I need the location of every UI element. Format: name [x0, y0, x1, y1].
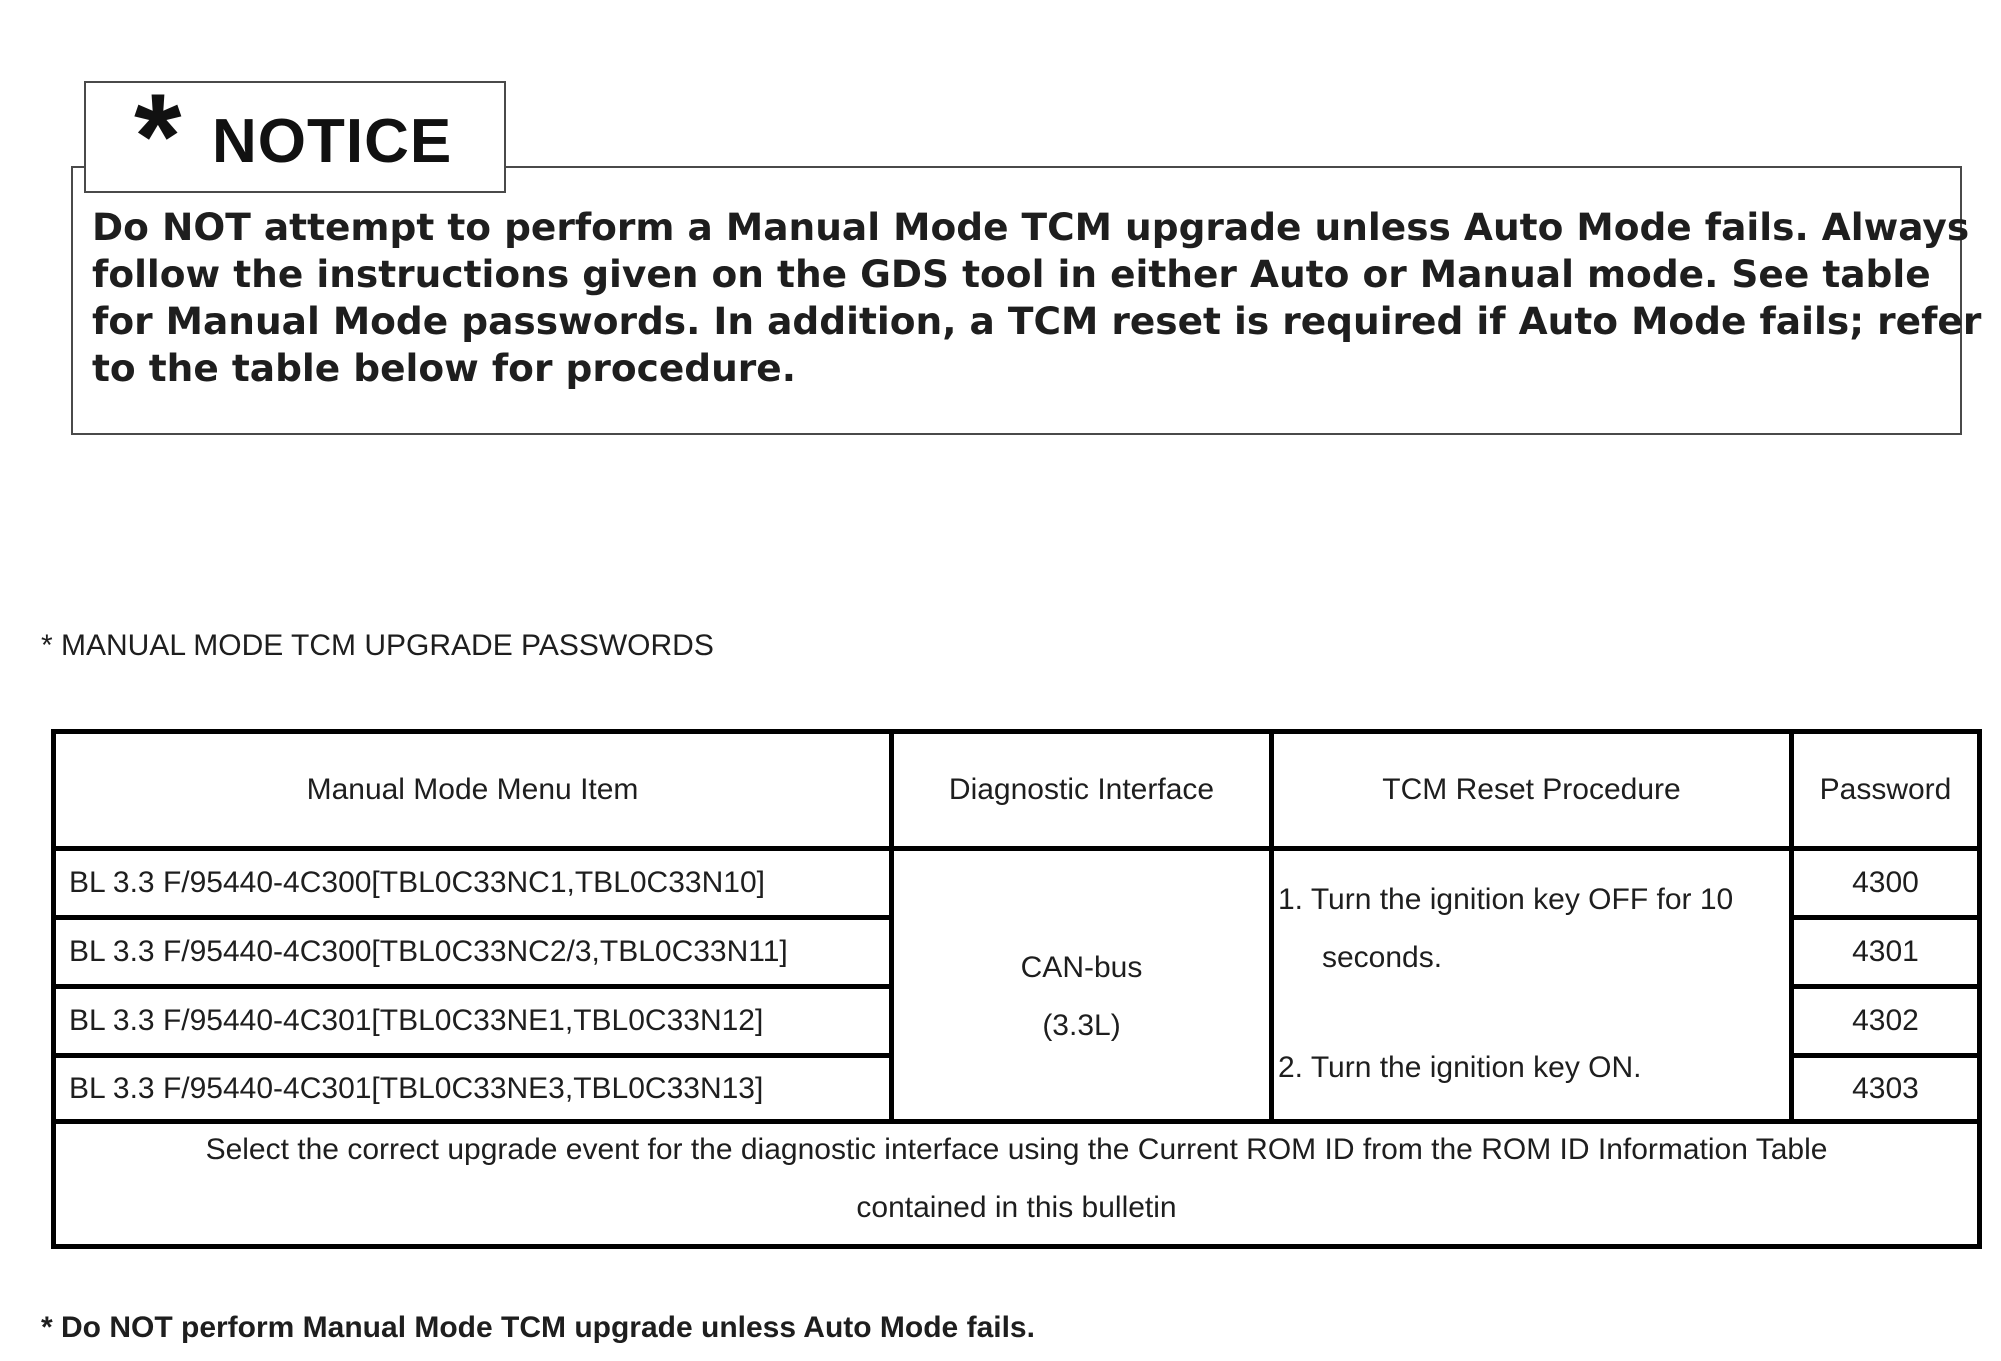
notice-line: follow the instructions given on the GDS tool in either Auto or Manual mode. See table — [92, 252, 1931, 296]
passwords-table — [51, 729, 1982, 1249]
reset-step-2: 2. Turn the ignition key ON. — [1278, 1051, 1642, 1084]
notice-title: NOTICE — [212, 107, 453, 176]
reset-step-1: 1. Turn the ignition key OFF for 10 — [1278, 883, 1734, 916]
password-cell: 4303 — [1852, 1071, 1919, 1105]
diagnostic-interface-cell — [894, 939, 1269, 1055]
bottom-note: * Do NOT perform Manual Mode TCM upgrade unless Auto Mode fails. — [41, 1311, 1035, 1344]
section-heading: * MANUAL MODE TCM UPGRADE PASSWORDS — [41, 629, 714, 662]
header-menu-item: Manual Mode Menu Item — [306, 773, 639, 806]
header-diagnostic-interface: Diagnostic Interface — [948, 773, 1215, 806]
table-footer-note — [56, 1121, 1977, 1244]
header-reset-procedure: TCM Reset Procedure — [1382, 773, 1681, 806]
header-password: Password — [1819, 773, 1952, 806]
password-cell: 4302 — [1852, 1004, 1919, 1037]
menu-item-cell: BL 3.3 F/95440-4C300[TBL0C33NC2/3,TBL0C33N11] — [69, 935, 788, 968]
menu-item-cell: BL 3.3 F/95440-4C300[TBL0C33NC1,TBL0C33N10] — [69, 866, 765, 899]
diagnostic-interface-line: CAN-bus — [1020, 951, 1143, 984]
reset-step-1-continued: seconds. — [1322, 941, 1443, 974]
asterisk-icon: * — [134, 68, 182, 204]
reset-procedure-cell — [1278, 871, 1789, 1097]
menu-item-cell: BL 3.3 F/95440-4C301[TBL0C33NE1,TBL0C33N12] — [69, 1004, 764, 1037]
menu-item-cell: BL 3.3 F/95440-4C301[TBL0C33NE3,TBL0C33N13] — [69, 1071, 764, 1105]
password-cell: 4301 — [1852, 935, 1919, 968]
footer-line: Select the correct upgrade event for the diagnostic interface using the Current ROM ID from the ROM ID Information Table — [205, 1133, 1828, 1166]
notice-line: for Manual Mode passwords. In addition, a TCM reset is required if Auto Mode fails; refer — [92, 299, 1982, 343]
password-cell: 4300 — [1852, 866, 1919, 899]
notice-line: to the table below for procedure. — [92, 346, 796, 390]
footer-line: contained in this bulletin — [856, 1191, 1177, 1224]
notice-tab — [84, 68, 506, 204]
notice-line: Do NOT attempt to perform a Manual Mode TCM upgrade unless Auto Mode fails. Always — [92, 205, 1970, 249]
diagnostic-interface-line: (3.3L) — [1042, 1009, 1121, 1042]
notice-text — [92, 204, 1982, 392]
